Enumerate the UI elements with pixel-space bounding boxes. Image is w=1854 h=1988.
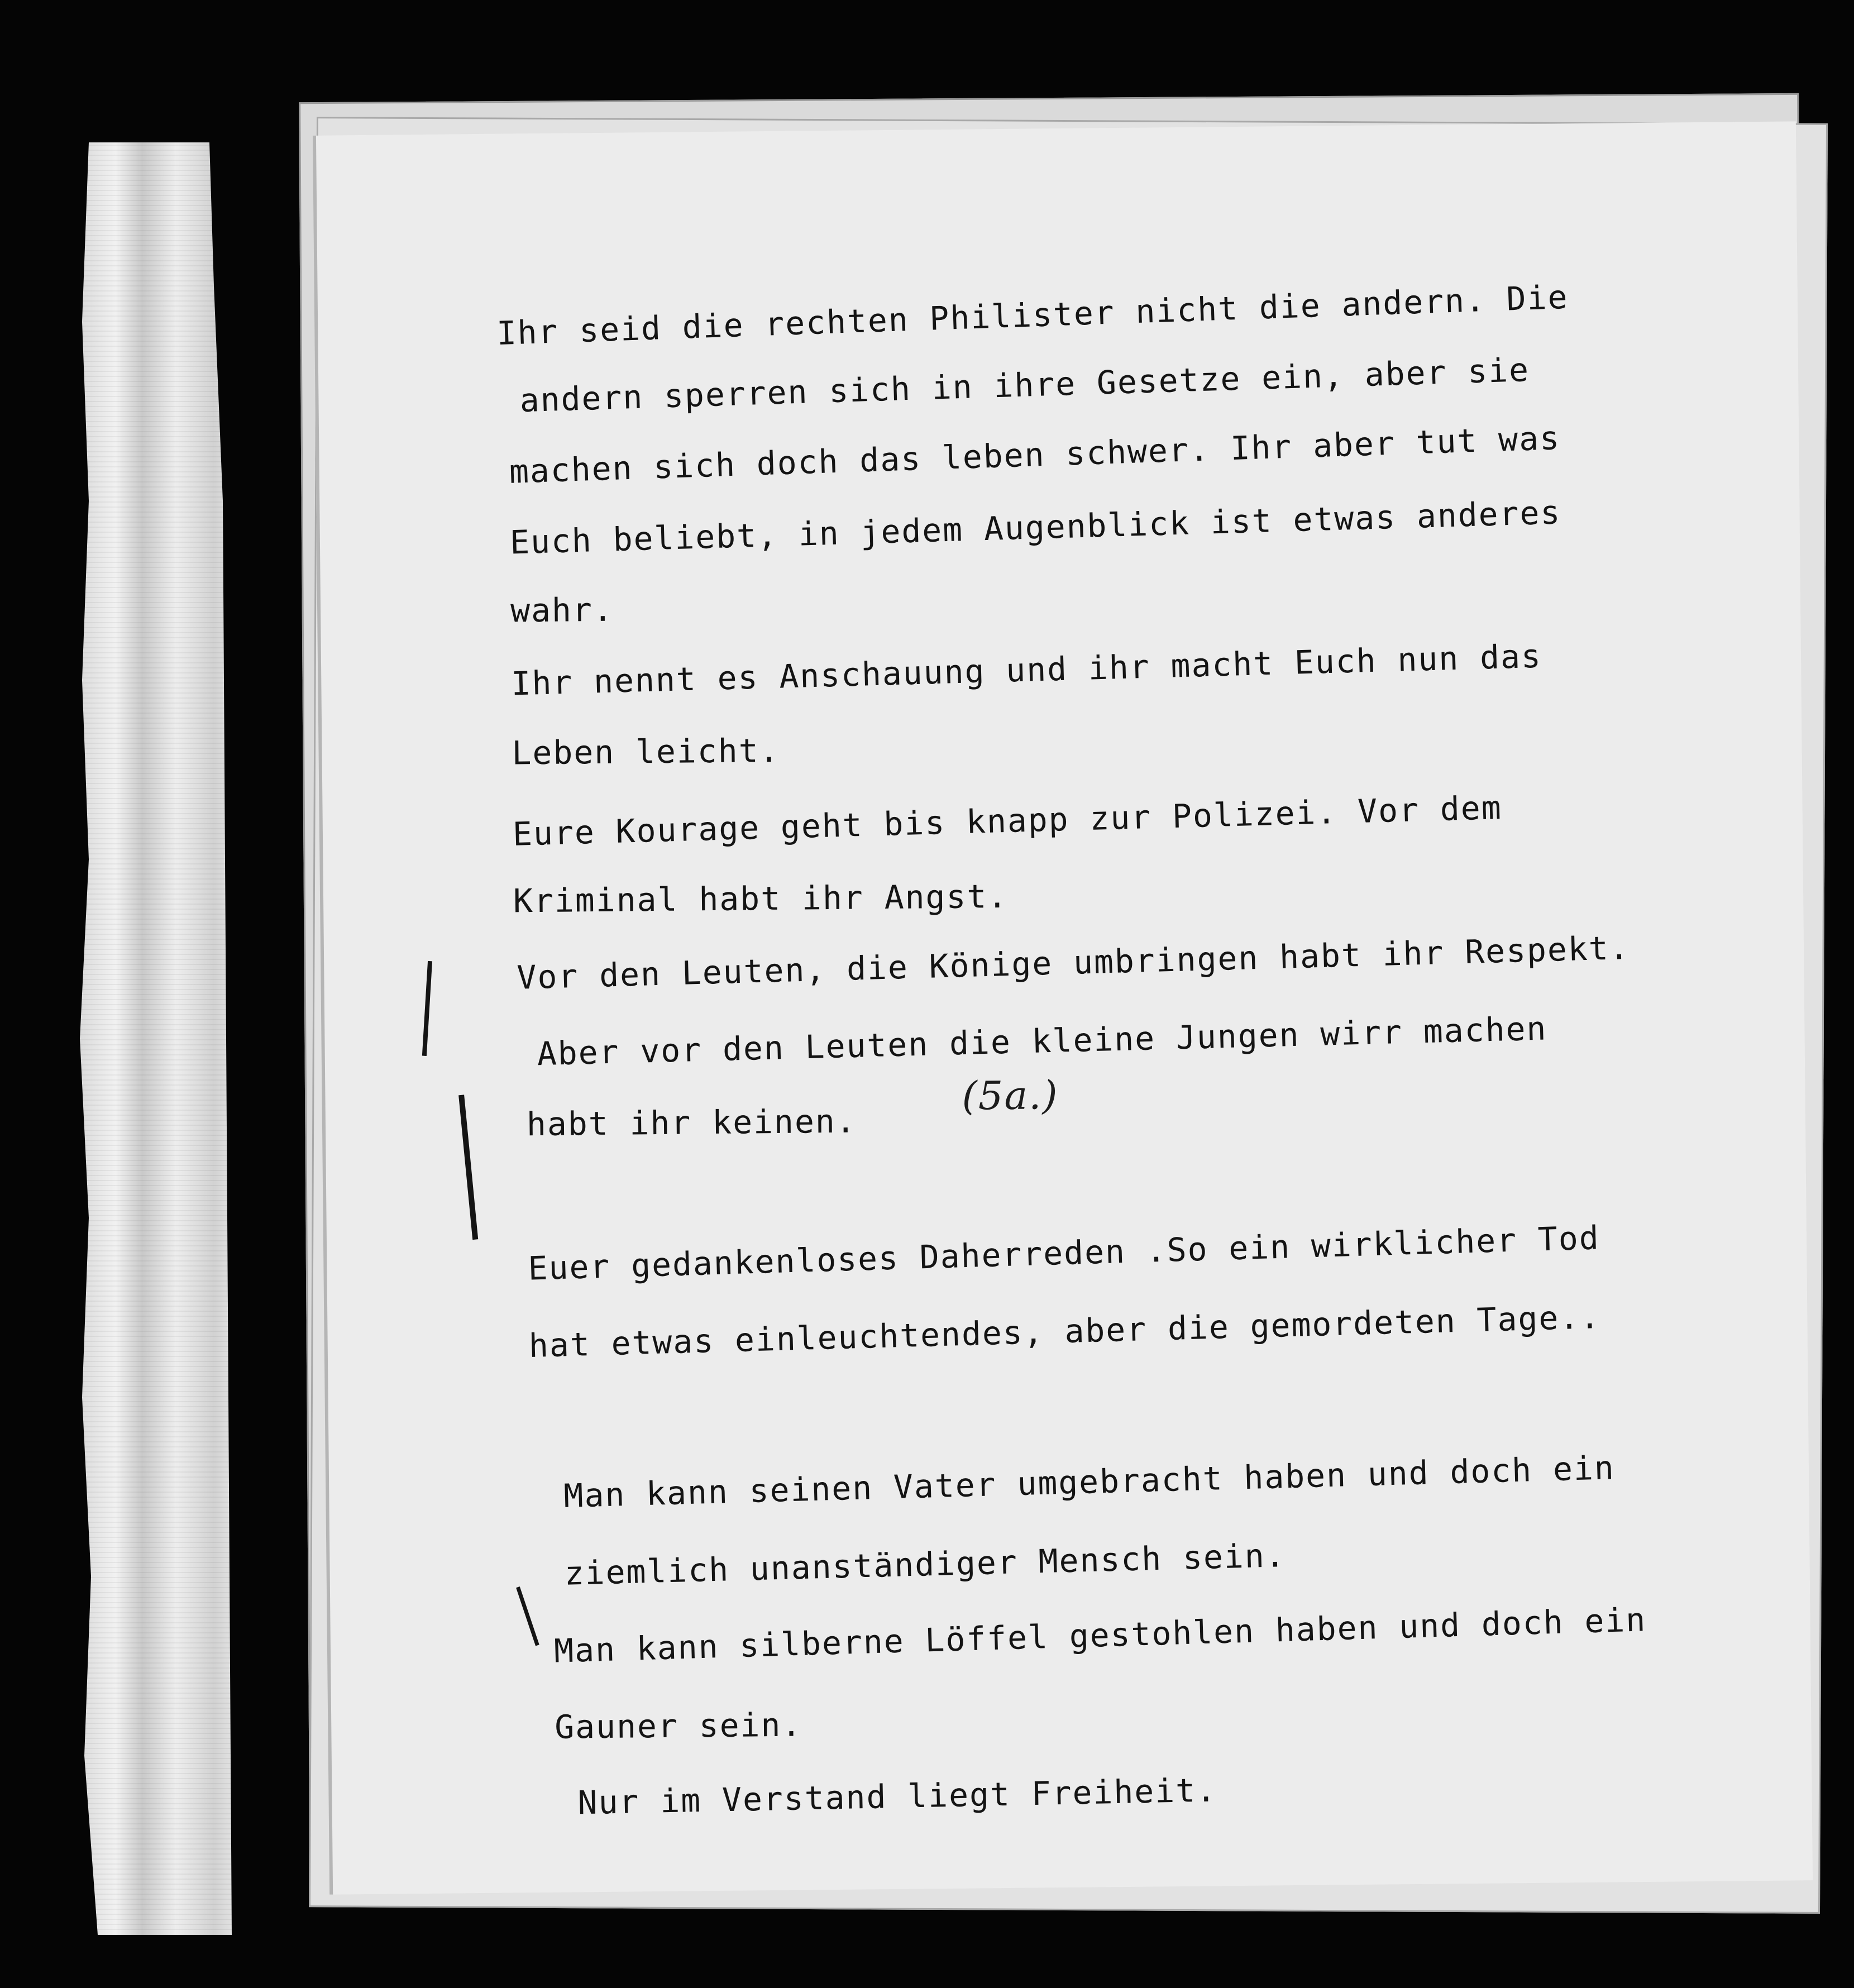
torn-binding-strip <box>75 142 299 1935</box>
text-line: wahr. <box>510 590 614 630</box>
text-line: hat etwas einleuchtendes, aber die gemordeten Tage.. <box>528 1298 1601 1365</box>
margin-stroke <box>516 1586 539 1646</box>
text-line: Ihr nennt es Anschauung und ihr macht Euch nun das <box>510 637 1542 703</box>
text-line: Eure Kourage geht bis knapp zur Polizei. Vor dem <box>512 788 1503 853</box>
text-line: Vor den Leuten, die Könige umbringen habt ihr Respekt. <box>516 928 1631 997</box>
text-line: machen sich doch das leben schwer. Ihr aber tut was <box>508 419 1561 491</box>
text-line: Ihr seid die rechten Philister nicht die andern. Die <box>496 278 1569 353</box>
text-line: Kriminal habt ihr Angst. <box>513 877 1009 920</box>
text-line: Euer gedankenloses Daherreden .So ein wirklicher Tod <box>527 1218 1600 1288</box>
text-line: Euch beliebt, in jedem Augenblick ist etwas anderes <box>509 493 1562 562</box>
page-text <box>496 278 1753 1822</box>
handwritten-note: (5a.) <box>962 1072 1059 1119</box>
text-line: andern sperren sich in ihre Gesetze ein, aber sie <box>519 350 1530 420</box>
margin-stroke <box>458 1095 478 1240</box>
text-line: Gauner sein. <box>554 1705 802 1746</box>
typewritten-page <box>313 121 1813 1894</box>
text-line: Nur im Verstand liegt Freiheit. <box>577 1771 1217 1822</box>
text-line: habt ihr keinen. <box>526 1102 857 1144</box>
margin-stroke <box>422 961 432 1056</box>
text-line: Leben leicht. <box>512 731 780 772</box>
text-line: Aber vor den Leuten die kleine Jungen wirr machen <box>536 1009 1548 1073</box>
text-line: Man kann seinen Vater umgebracht haben und doch ein <box>563 1449 1616 1516</box>
text-line: Man kann silberne Löffel gestohlen haben und doch ein <box>553 1600 1647 1670</box>
text-line: ziemlich unanständiger Mensch sein. <box>563 1536 1287 1593</box>
